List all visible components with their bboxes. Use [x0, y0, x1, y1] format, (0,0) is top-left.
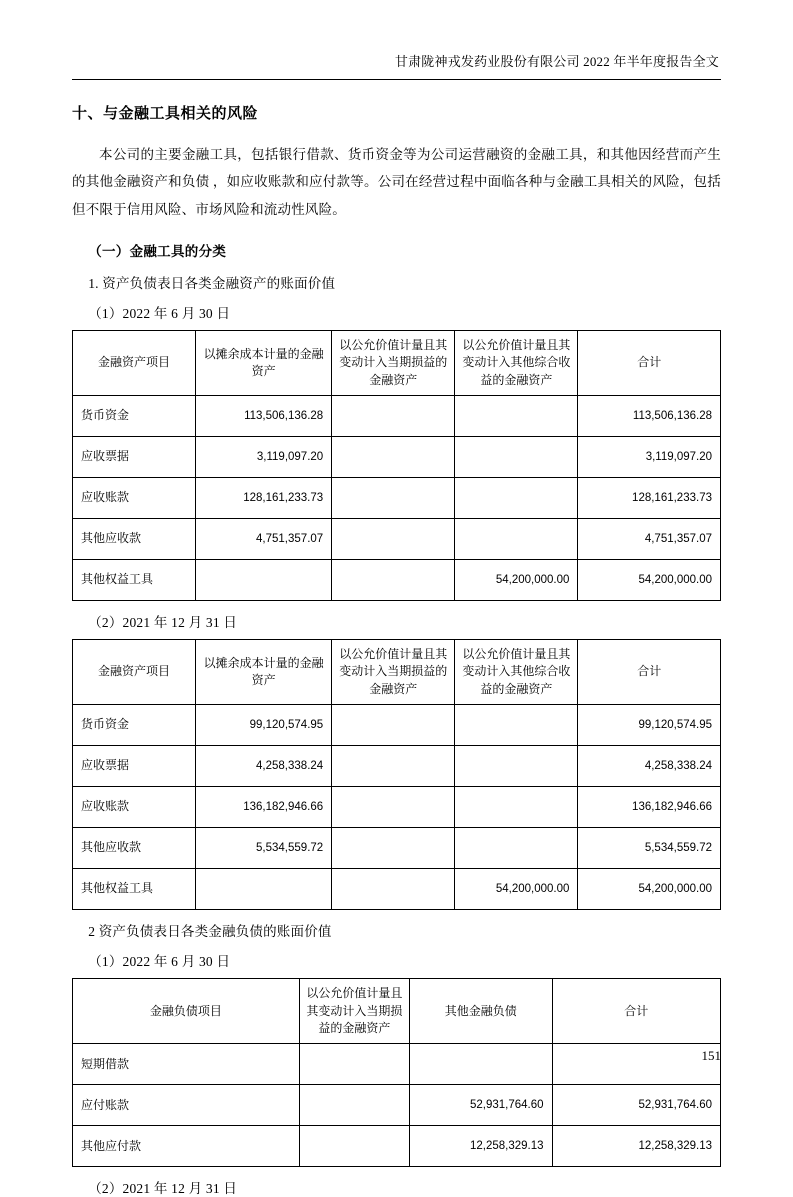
col-header-fvtpl: 以公允价值计量且其变动计入当期损益的金融资产	[332, 639, 455, 704]
cell-fvtpl	[332, 518, 455, 559]
col-header-item: 金融资产项目	[73, 330, 196, 395]
cell-amortized-cost: 99,120,574.95	[196, 705, 332, 746]
table-row	[73, 1126, 721, 1167]
row-label: 应付账款	[73, 1085, 300, 1126]
col-header-amortized-cost: 以摊余成本计量的金融资产	[196, 330, 332, 395]
cell-amortized-cost: 4,258,338.24	[196, 746, 332, 787]
header-divider	[72, 79, 721, 80]
table-row	[73, 1044, 721, 1085]
row-label: 应收票据	[73, 746, 196, 787]
list-item-1a: （1）2022 年 6 月 30 日	[88, 305, 231, 321]
cell-total: 54,200,000.00	[578, 869, 721, 910]
table-row	[73, 705, 721, 746]
row-label: 应收账款	[73, 787, 196, 828]
list-item-2a: （1）2022 年 6 月 30 日	[88, 954, 231, 970]
table-header-row	[73, 979, 721, 1044]
list-item-1: 1. 资产负债表日各类金融资产的账面价值	[88, 275, 336, 291]
cell-fvtpl	[299, 1085, 409, 1126]
cell-fvoci	[455, 395, 578, 436]
cell-fvtpl	[332, 869, 455, 910]
row-label: 其他应收款	[73, 518, 196, 559]
row-label: 其他应付款	[73, 1126, 300, 1167]
cell-total: 136,182,946.66	[578, 787, 721, 828]
cell-total: 54,200,000.00	[578, 559, 721, 600]
cell-fvoci	[455, 518, 578, 559]
col-header-total: 合计	[552, 979, 721, 1044]
col-header-fvtpl: 以公允价值计量且其变动计入当期损益的金融资产	[299, 979, 409, 1044]
cell-fvtpl	[332, 828, 455, 869]
cell-total: 52,931,764.60	[552, 1085, 721, 1126]
table-row	[73, 395, 721, 436]
cell-total: 5,534,559.72	[578, 828, 721, 869]
row-label: 其他权益工具	[73, 559, 196, 600]
cell-amortized-cost: 113,506,136.28	[196, 395, 332, 436]
cell-amortized-cost: 128,161,233.73	[196, 477, 332, 518]
col-header-total: 合计	[578, 330, 721, 395]
cell-total	[552, 1044, 721, 1085]
cell-other-liabilities: 52,931,764.60	[409, 1085, 552, 1126]
list-item-1b: （2）2021 年 12 月 31 日	[88, 614, 238, 630]
cell-total: 4,751,357.07	[578, 518, 721, 559]
col-header-item: 金融负债项目	[73, 979, 300, 1044]
row-label: 货币资金	[73, 705, 196, 746]
row-label: 其他应收款	[73, 828, 196, 869]
table-row	[73, 746, 721, 787]
running-head: 甘肃陇神戎发药业股份有限公司 2022 年半年度报告全文	[394, 54, 719, 69]
row-label: 货币资金	[73, 395, 196, 436]
cell-fvoci	[455, 705, 578, 746]
cell-total: 4,258,338.24	[578, 746, 721, 787]
table-row	[73, 1085, 721, 1126]
cell-fvtpl	[332, 436, 455, 477]
cell-other-liabilities: 12,258,329.13	[409, 1126, 552, 1167]
cell-fvoci	[455, 436, 578, 477]
cell-fvoci: 54,200,000.00	[455, 869, 578, 910]
table-row	[73, 559, 721, 600]
page-number: 151	[701, 1048, 721, 1063]
cell-fvtpl	[299, 1044, 409, 1085]
cell-amortized-cost: 5,534,559.72	[196, 828, 332, 869]
list-item-2b: （2）2021 年 12 月 31 日	[88, 1181, 238, 1197]
cell-fvtpl	[332, 787, 455, 828]
col-header-item: 金融资产项目	[73, 639, 196, 704]
section-title: 十、与金融工具相关的风险	[72, 105, 259, 122]
cell-total: 99,120,574.95	[578, 705, 721, 746]
cell-fvoci	[455, 787, 578, 828]
cell-amortized-cost	[196, 559, 332, 600]
cell-fvoci: 54,200,000.00	[455, 559, 578, 600]
col-header-total: 合计	[578, 639, 721, 704]
table-header-row	[73, 330, 721, 395]
cell-fvtpl	[332, 746, 455, 787]
cell-total: 3,119,097.20	[578, 436, 721, 477]
cell-fvoci	[455, 746, 578, 787]
cell-fvtpl	[332, 477, 455, 518]
cell-amortized-cost: 136,182,946.66	[196, 787, 332, 828]
list-item-2: 2 资产负债表日各类金融负债的账面价值	[88, 924, 332, 940]
section-paragraph: 本公司的主要金融工具，包括银行借款、货币资金等为公司运营融资的金融工具，和其他因经营而产生的其他金融资产和负债 ，如应收账款和应付款等。公司在经营过程中面临各种与金融工具相关的风险，包括但不限于信用风险、市场风险和流动性风险。	[72, 146, 721, 218]
cell-total: 113,506,136.28	[578, 395, 721, 436]
cell-fvoci	[455, 828, 578, 869]
table-liabilities-2022	[72, 978, 721, 1167]
row-label: 应收账款	[73, 477, 196, 518]
table-row	[73, 828, 721, 869]
table-row	[73, 787, 721, 828]
cell-fvoci	[455, 477, 578, 518]
row-label: 其他权益工具	[73, 869, 196, 910]
cell-fvtpl	[332, 559, 455, 600]
cell-amortized-cost	[196, 869, 332, 910]
table-row	[73, 436, 721, 477]
table-row	[73, 477, 721, 518]
col-header-other-liabilities: 其他金融负债	[409, 979, 552, 1044]
table-row	[73, 518, 721, 559]
subsection-title: （一）金融工具的分类	[88, 243, 227, 259]
cell-fvtpl	[299, 1126, 409, 1167]
cell-amortized-cost: 3,119,097.20	[196, 436, 332, 477]
cell-fvtpl	[332, 395, 455, 436]
cell-fvtpl	[332, 705, 455, 746]
cell-amortized-cost: 4,751,357.07	[196, 518, 332, 559]
cell-other-liabilities	[409, 1044, 552, 1085]
row-label: 应收票据	[73, 436, 196, 477]
cell-total: 12,258,329.13	[552, 1126, 721, 1167]
cell-total: 128,161,233.73	[578, 477, 721, 518]
col-header-fvoci: 以公允价值计量且其变动计入其他综合收益的金融资产	[455, 639, 578, 704]
table-header-row	[73, 639, 721, 704]
col-header-amortized-cost: 以摊余成本计量的金融资产	[196, 639, 332, 704]
col-header-fvoci: 以公允价值计量且其变动计入其他综合收益的金融资产	[455, 330, 578, 395]
table-assets-2021	[72, 639, 721, 910]
table-row	[73, 869, 721, 910]
table-assets-2022	[72, 330, 721, 601]
row-label: 短期借款	[73, 1044, 300, 1085]
col-header-fvtpl: 以公允价值计量且其变动计入当期损益的金融资产	[332, 330, 455, 395]
